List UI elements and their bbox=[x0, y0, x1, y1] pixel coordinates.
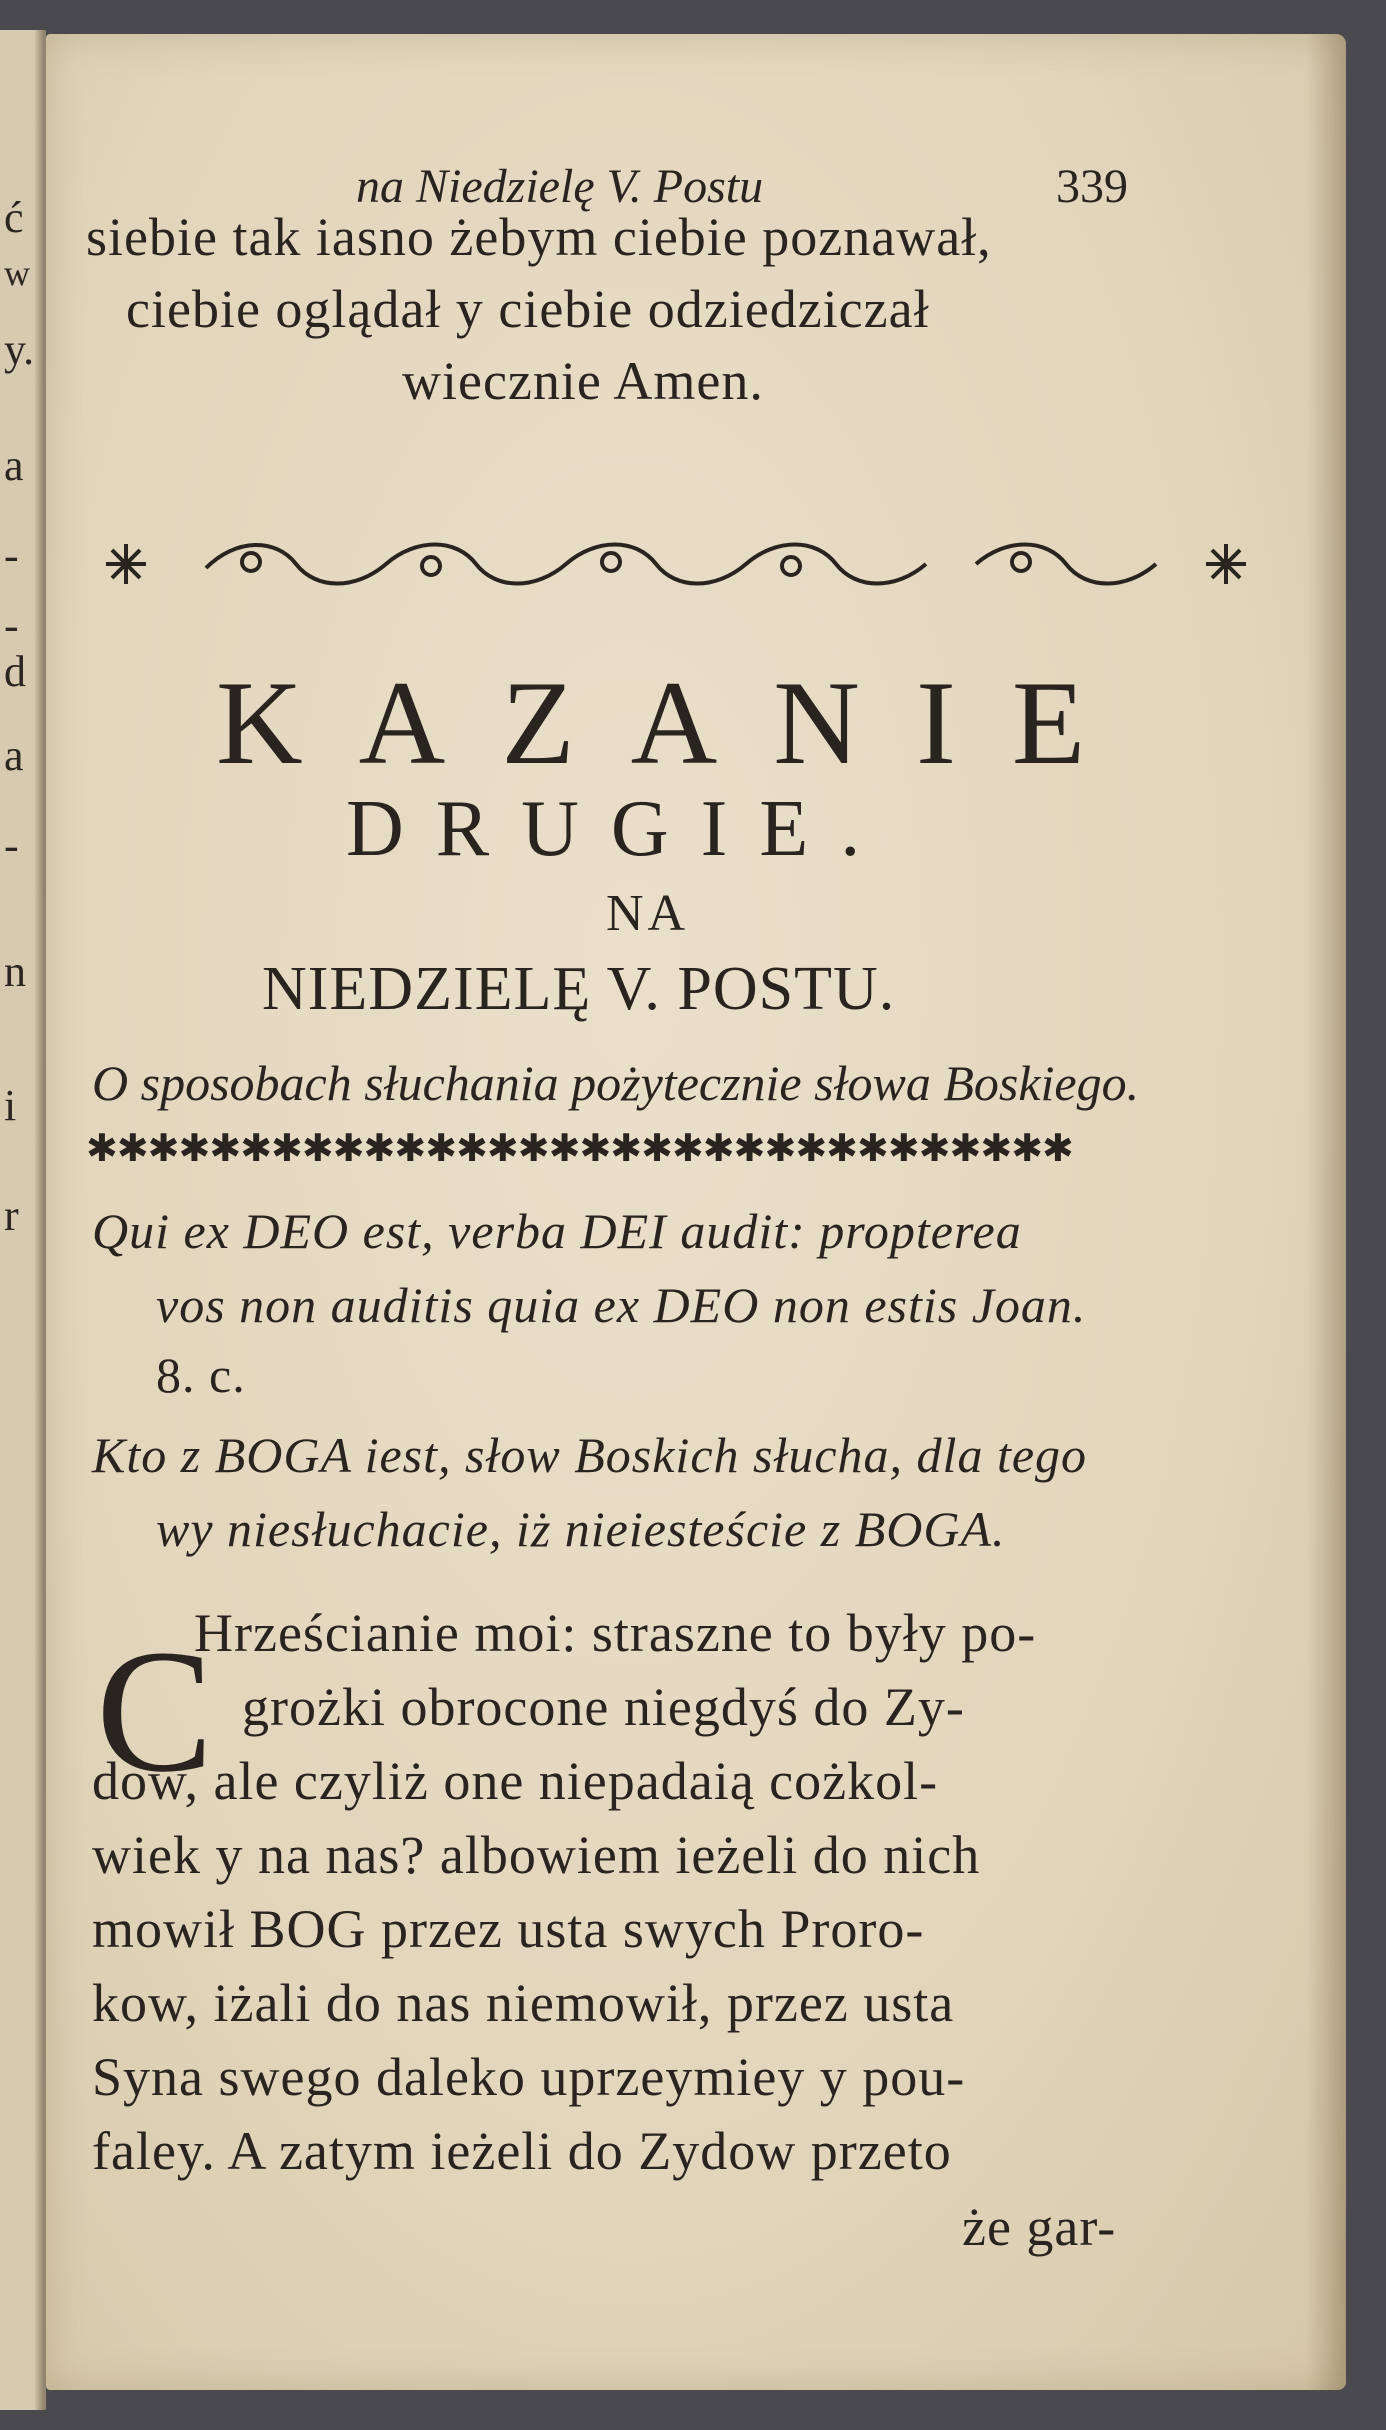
body-line: grożki obrocone niegdyś do Zy- bbox=[242, 1677, 965, 1737]
latin-quote-line: Qui ex DEO est, verba DEI audit: propterea bbox=[92, 1203, 1022, 1259]
edge-character: w bbox=[4, 253, 30, 293]
body-line: wiek y na nas? albowiem ieżeli do nich bbox=[92, 1825, 981, 1885]
asterisk-divider: ✱✱✱✱✱✱✱✱✱✱✱✱✱✱✱✱✱✱✱✱✱✱✱✱✱✱✱✱✱✱✱✱ bbox=[86, 1126, 1073, 1170]
body-line: Syna swego daleko uprzeymiey y pou- bbox=[92, 2047, 966, 2107]
drop-cap: C bbox=[96, 1614, 214, 1809]
edge-character: a bbox=[4, 731, 24, 780]
text-line: siebie tak iasno żebym ciebie poznawał, bbox=[86, 207, 992, 267]
text-line: wiecznie Amen. bbox=[402, 351, 764, 411]
scroll-ornament-icon bbox=[206, 545, 926, 584]
running-head-title: na Niedzielę V. Postu bbox=[356, 160, 764, 213]
edge-character: - bbox=[4, 821, 19, 870]
polish-quote-line: wy niesłuchacie, iż nieiesteście z BOGA. bbox=[156, 1501, 1006, 1557]
page-number: 339 bbox=[1056, 160, 1128, 213]
edge-character: - bbox=[4, 601, 19, 650]
edge-character: n bbox=[4, 947, 26, 996]
edge-character: d bbox=[4, 647, 26, 696]
decorative-ornament-band bbox=[86, 534, 1266, 594]
previous-page-edge bbox=[0, 30, 46, 2410]
edge-character: i bbox=[4, 1081, 17, 1130]
sermon-subtitle: O sposobach słuchania pożytecznie słowa Boskiego. bbox=[92, 1055, 1140, 1111]
page-edge-shadow bbox=[1306, 34, 1346, 2390]
edge-character: r bbox=[4, 1191, 19, 1240]
edge-character: - bbox=[4, 531, 19, 580]
gutter-shadow bbox=[34, 30, 44, 2410]
fleuron-icon bbox=[1206, 544, 1246, 584]
fleuron-icon bbox=[106, 544, 146, 584]
edge-character: a bbox=[4, 441, 24, 490]
latin-quote-line: vos non auditis quia ex DEO non estis Joan. bbox=[156, 1277, 1087, 1333]
scroll-ornament-icon bbox=[976, 545, 1156, 584]
catchword: że gar- bbox=[962, 2197, 1117, 2257]
edge-character: y. bbox=[4, 325, 35, 374]
sermon-title: KAZANIE bbox=[216, 656, 1142, 789]
sermon-ordinal: DRUGIE. bbox=[346, 785, 893, 873]
body-line: Hrześcianie moi: straszne to były po- bbox=[194, 1603, 1037, 1663]
text-line: ciebie oglądał y ciebie odziedziczał bbox=[126, 279, 930, 339]
body-line: faley. A zatym ieżeli do Zydow przeto bbox=[92, 2121, 952, 2181]
body-line: kow, iżali do nas niemowił, przez usta bbox=[92, 1973, 955, 2033]
edge-character: ć bbox=[4, 193, 24, 242]
body-line: mowił BOG przez usta swych Proro- bbox=[92, 1899, 925, 1959]
polish-quote-line: Kto z BOGA iest, słow Boskich słucha, dla tego bbox=[92, 1427, 1088, 1483]
body-line: dow, ale czyliż one niepadaią cożkol- bbox=[92, 1751, 939, 1811]
book-page bbox=[46, 34, 1346, 2390]
latin-quote-line: 8. c. bbox=[156, 1347, 246, 1403]
sermon-occasion: NIEDZIELĘ V. POSTU. bbox=[262, 955, 896, 1023]
sermon-preposition: NA bbox=[606, 885, 690, 942]
